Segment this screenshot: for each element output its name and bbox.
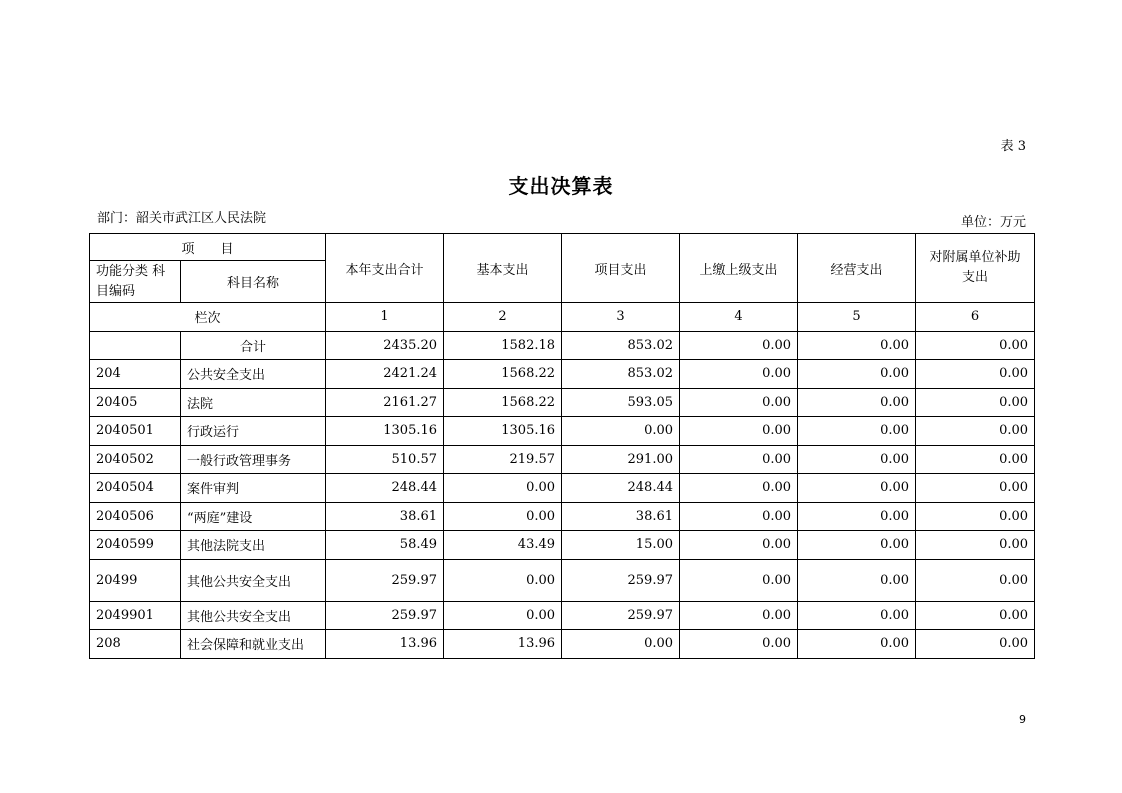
value-cell: 0.00	[916, 601, 1035, 630]
value-cell: 0.00	[798, 601, 916, 630]
code-cell: 208	[90, 630, 181, 659]
value-cell: 853.02	[562, 360, 680, 389]
value-cell: 593.05	[562, 388, 680, 417]
value-cell: 510.57	[326, 445, 444, 474]
name-cell: 合计	[181, 331, 326, 360]
name-cell: “两庭”建设	[181, 502, 326, 531]
header-col-total: 本年支出合计	[326, 234, 444, 303]
header-row	[90, 234, 1035, 261]
code-cell: 2040501	[90, 417, 181, 446]
col-num: 1	[326, 303, 444, 332]
value-cell: 0.00	[798, 360, 916, 389]
header-col-project: 项目支出	[562, 234, 680, 303]
code-cell: 2040599	[90, 531, 181, 560]
table-row	[90, 502, 1035, 531]
table-row	[90, 388, 1035, 417]
name-cell: 其他公共安全支出	[181, 559, 326, 601]
value-cell: 2421.24	[326, 360, 444, 389]
name-cell: 公共安全支出	[181, 360, 326, 389]
value-cell: 13.96	[444, 630, 562, 659]
code-cell: 20499	[90, 559, 181, 601]
value-cell: 0.00	[916, 360, 1035, 389]
value-cell: 0.00	[916, 388, 1035, 417]
table-row	[90, 417, 1035, 446]
value-cell: 0.00	[916, 531, 1035, 560]
name-cell: 案件审判	[181, 474, 326, 503]
value-cell: 259.97	[562, 559, 680, 601]
value-cell: 1305.16	[444, 417, 562, 446]
department-label: 部门：韶关市武江区人民法院	[97, 211, 267, 226]
value-cell: 0.00	[680, 559, 798, 601]
value-cell: 0.00	[798, 474, 916, 503]
value-cell: 0.00	[798, 331, 916, 360]
expenditure-table	[89, 233, 1035, 659]
col-num: 3	[562, 303, 680, 332]
header-subject-name: 科目名称	[181, 261, 326, 303]
table-row	[90, 445, 1035, 474]
table-row	[90, 331, 1035, 360]
value-cell: 0.00	[798, 559, 916, 601]
value-cell: 259.97	[326, 559, 444, 601]
value-cell: 0.00	[916, 559, 1035, 601]
code-cell: 204	[90, 360, 181, 389]
header-col-transfer: 上缴上级支出	[680, 234, 798, 303]
value-cell: 0.00	[562, 417, 680, 446]
value-cell: 0.00	[680, 417, 798, 446]
value-cell: 0.00	[562, 630, 680, 659]
table-row	[90, 531, 1035, 560]
value-cell: 0.00	[798, 445, 916, 474]
value-cell: 0.00	[798, 417, 916, 446]
col-num: 6	[916, 303, 1035, 332]
value-cell: 43.49	[444, 531, 562, 560]
value-cell: 2435.20	[326, 331, 444, 360]
value-cell: 1582.18	[444, 331, 562, 360]
value-cell: 15.00	[562, 531, 680, 560]
lanci-label: 栏次	[90, 303, 326, 332]
value-cell: 0.00	[798, 531, 916, 560]
value-cell: 38.61	[326, 502, 444, 531]
code-cell: 20405	[90, 388, 181, 417]
value-cell: 0.00	[798, 388, 916, 417]
value-cell: 0.00	[680, 388, 798, 417]
unit-label: 单位：万元	[960, 215, 1026, 230]
code-cell: 2049901	[90, 601, 181, 630]
value-cell: 0.00	[680, 474, 798, 503]
value-cell: 0.00	[916, 474, 1035, 503]
value-cell: 0.00	[916, 502, 1035, 531]
value-cell: 259.97	[326, 601, 444, 630]
col-num: 2	[444, 303, 562, 332]
table-body	[90, 234, 1035, 659]
value-cell: 248.44	[562, 474, 680, 503]
value-cell: 0.00	[444, 601, 562, 630]
value-cell: 0.00	[680, 360, 798, 389]
header-col-subsidy: 对附属单位补助 支出	[916, 234, 1035, 303]
value-cell: 0.00	[680, 601, 798, 630]
header-col-basic: 基本支出	[444, 234, 562, 303]
table-row	[90, 559, 1035, 601]
table-row	[90, 360, 1035, 389]
table-row	[90, 601, 1035, 630]
name-cell: 社会保障和就业支出	[181, 630, 326, 659]
col-num: 5	[798, 303, 916, 332]
value-cell: 0.00	[680, 630, 798, 659]
value-cell: 1568.22	[444, 360, 562, 389]
table-row	[90, 474, 1035, 503]
value-cell: 0.00	[680, 502, 798, 531]
name-cell: 一般行政管理事务	[181, 445, 326, 474]
value-cell: 248.44	[326, 474, 444, 503]
header-func-code: 功能分类 科目编码	[90, 261, 181, 303]
value-cell: 0.00	[916, 417, 1035, 446]
code-cell	[90, 331, 181, 360]
value-cell: 0.00	[680, 445, 798, 474]
col-num: 4	[680, 303, 798, 332]
value-cell: 58.49	[326, 531, 444, 560]
value-cell: 219.57	[444, 445, 562, 474]
value-cell: 853.02	[562, 331, 680, 360]
value-cell: 0.00	[680, 531, 798, 560]
value-cell: 13.96	[326, 630, 444, 659]
value-cell: 0.00	[916, 630, 1035, 659]
value-cell: 0.00	[444, 559, 562, 601]
code-cell: 2040502	[90, 445, 181, 474]
value-cell: 259.97	[562, 601, 680, 630]
value-cell: 0.00	[798, 630, 916, 659]
header-col-business: 经营支出	[798, 234, 916, 303]
value-cell: 1305.16	[326, 417, 444, 446]
code-cell: 2040504	[90, 474, 181, 503]
name-cell: 其他法院支出	[181, 531, 326, 560]
page-number: 9	[1019, 713, 1026, 726]
page-title: 支出决算表	[508, 174, 614, 198]
table-number: 表 3	[1000, 139, 1026, 154]
value-cell: 38.61	[562, 502, 680, 531]
value-cell: 0.00	[444, 474, 562, 503]
name-cell: 其他公共安全支出	[181, 601, 326, 630]
lanci-row	[90, 303, 1035, 332]
table-row	[90, 630, 1035, 659]
value-cell: 0.00	[798, 502, 916, 531]
value-cell: 0.00	[680, 331, 798, 360]
value-cell: 0.00	[916, 445, 1035, 474]
header-item: 项 目	[90, 234, 326, 261]
value-cell: 0.00	[916, 331, 1035, 360]
value-cell: 291.00	[562, 445, 680, 474]
value-cell: 0.00	[444, 502, 562, 531]
name-cell: 行政运行	[181, 417, 326, 446]
code-cell: 2040506	[90, 502, 181, 531]
value-cell: 2161.27	[326, 388, 444, 417]
name-cell: 法院	[181, 388, 326, 417]
value-cell: 1568.22	[444, 388, 562, 417]
